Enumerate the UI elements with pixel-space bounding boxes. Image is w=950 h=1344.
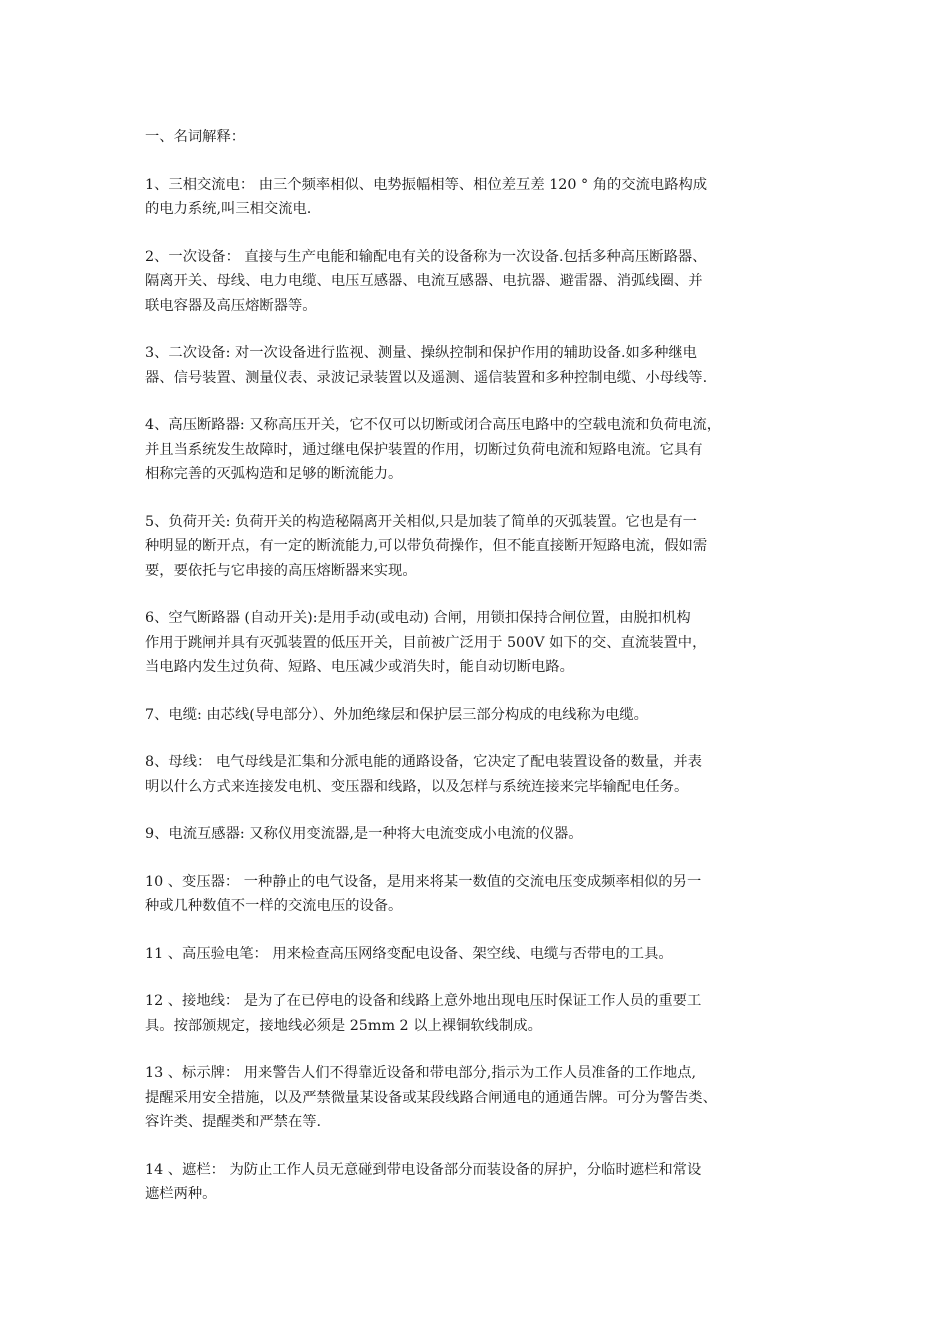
definition-line: 联电容器及高压熔断器等。 [145, 297, 317, 314]
definition-item-4 [145, 413, 820, 487]
definition-line: 作用于跳闸并具有灭弧装置的低压开关，目前被广泛用于 500V 如下的交、直流装置中， [145, 634, 707, 651]
definition-line: 13 、标示牌： 用来警告人们不得靠近设备和带电部分,指示为工作人员准备的工作地点, [145, 1065, 697, 1081]
definition-item-9 [145, 822, 820, 847]
definition-line: 1、三相交流电： 由三个频率相似、电势振幅相等、相位差互差 120 ° 角的交流电路构成 [145, 176, 708, 193]
definition-line: 提醒采用安全措施，以及严禁微量某设备或某段线路合闸通电的通通告牌。可分为警告类、 [145, 1089, 717, 1106]
definition-line: 9、电流互感器: 又称仪用变流器,是一种将大电流变成小电流的仪器。 [145, 826, 583, 842]
definition-line: 2、一次设备： 直接与生产电能和输配电有关的设备称为一次设备.包括多种高压断路器、 [145, 248, 707, 265]
definition-line: 12 、接地线： 是为了在已停电的设备和线路上意外地出现电压时保证工作人员的重要工 [145, 993, 702, 1009]
definition-line: 器、信号装置、测量仪表、录波记录装置以及遥测、遥信装置和多种控制电缆、小母线等. [145, 369, 708, 386]
definition-item-10 [145, 870, 820, 919]
definition-line: 遮栏两种。 [145, 1186, 217, 1202]
definition-line: 的电力系统,叫三相交流电. [145, 201, 312, 217]
definition-line: 相称完善的灭弧构造和足够的断流能力。 [145, 466, 403, 482]
definition-line: 要，要依托与它串接的高压熔断器来实现。 [145, 562, 417, 579]
definition-item-12 [145, 989, 820, 1038]
definition-line: 种或几种数值不一样的交流电压的设备。 [145, 898, 403, 914]
definition-line: 10 、变压器： 一种静止的电气设备，是用来将某一数值的交流电压变成频率相似的另一 [145, 873, 702, 890]
definition-line: 3、二次设备: 对一次设备进行监视、测量、操纵控制和保护作用的辅助设备.如多种继电 [145, 345, 697, 361]
definition-line: 14 、遮栏： 为防止工作人员无意碰到带电设备部分而装设备的屏护，分临时遮栏和常设 [145, 1161, 702, 1178]
definition-item-11 [145, 942, 820, 967]
definition-line: 11 、高压验电笔： 用来检查高压网络变配电设备、架空线、电缆与否带电的工具。 [145, 945, 673, 962]
definition-line: 6、空气断路器 (自动开关):是用手动(或电动) 合闸，用锁扣保持合闸位置，由脱扣机构 [145, 610, 691, 626]
definition-item-2 [145, 245, 820, 319]
definition-line: 5、负荷开关: 负荷开关的构造秘隔离开关相似,只是加装了简单的灭弧装置。它也是有一 [145, 513, 697, 530]
definition-line: 当电路内发生过负荷、短路、电压减少或消失时，能自动切断电路。 [145, 659, 574, 675]
definition-item-3 [145, 341, 820, 390]
section-heading: 一、名词解释： [145, 129, 246, 145]
definition-line: 4、高压断路器: 又称高压开关，它不仅可以切断或闭合高压电路中的空载电流和负荷电流， [145, 417, 722, 433]
definition-item-6 [145, 606, 820, 680]
definition-line: 7、电缆: 由芯线(导电部分）、外加绝缘层和保护层三部分构成的电线称为电缆。 [145, 706, 648, 723]
definition-line: 具。按部颁规定，接地线必须是 25mm 2 以上裸铜软线制成。 [145, 1017, 542, 1034]
definition-line: 种明显的断开点，有一定的断流能力,可以带负荷操作，但不能直接断开短路电流，假如需 [145, 538, 708, 554]
definition-item-14 [145, 1158, 820, 1207]
definition-line: 8、母线： 电气母线是汇集和分派电能的通路设备，它决定了配电装置设备的数量，并表 [145, 754, 702, 770]
definition-item-8 [145, 750, 820, 799]
definition-line: 容许类、提醒类和严禁在等. [145, 1114, 322, 1130]
definition-item-5 [145, 510, 820, 584]
definition-item-1 [145, 173, 820, 222]
definition-line: 明以什么方式来连接发电机、变压器和线路，以及怎样与系统连接来完毕输配电任务。 [145, 778, 689, 795]
definition-item-13 [145, 1061, 820, 1135]
definition-item-7 [145, 703, 820, 728]
document-body [145, 125, 820, 1207]
definition-line: 隔离开关、母线、电力电缆、电压互感器、电流互感器、电抗器、避雷器、消弧线圈、并 [145, 273, 703, 289]
definition-line: 并且当系统发生故障时，通过继电保护装置的作用，切断过负荷电流和短路电流。它具有 [145, 441, 703, 458]
